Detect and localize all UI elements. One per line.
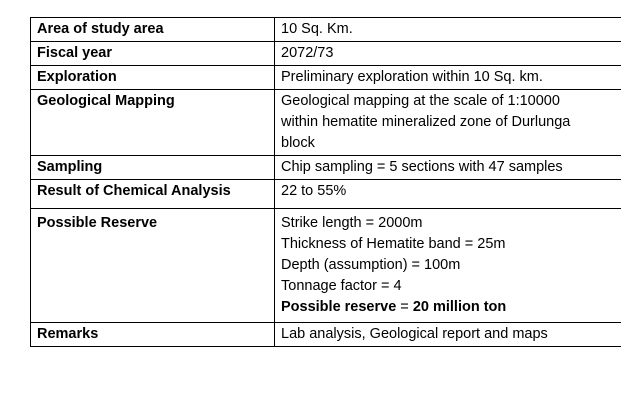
- row-label: Fiscal year: [31, 42, 275, 66]
- value-line: Depth (assumption) = 100m: [281, 257, 461, 273]
- value-line: within hematite mineralized zone of Durlunga: [281, 114, 571, 130]
- row-label: Exploration: [31, 66, 275, 90]
- row-value: 22 to 55%: [275, 180, 621, 209]
- value-line: Thickness of Hematite band = 25m: [281, 236, 506, 252]
- value-line: block: [281, 135, 315, 151]
- table-row-remarks: [31, 323, 621, 347]
- row-label: Sampling: [31, 156, 275, 180]
- value-line: Geological mapping at the scale of 1:10000: [281, 93, 560, 109]
- row-value: Chip sampling = 5 sections with 47 samples: [275, 156, 621, 180]
- row-label: Area of study area: [31, 18, 275, 42]
- row-label: Possible Reserve: [31, 209, 275, 323]
- reserve-label: Possible reserve: [281, 299, 397, 315]
- row-value: Lab analysis, Geological report and maps: [275, 323, 621, 347]
- table-row-area: [31, 18, 621, 42]
- exploration-summary-table: [30, 17, 621, 347]
- table-row-sampling: [31, 156, 621, 180]
- table-row-fiscal-year: [31, 42, 621, 66]
- row-value: [275, 209, 621, 323]
- table-row-possible-reserve: [31, 209, 621, 323]
- table-row-chemical-analysis: [31, 180, 621, 209]
- row-label: Remarks: [31, 323, 275, 347]
- row-value: 2072/73: [275, 42, 621, 66]
- reserve-summary-line: [281, 297, 621, 318]
- row-label: Result of Chemical Analysis: [31, 180, 275, 209]
- row-value: [275, 90, 621, 156]
- table-row-geological-mapping: [31, 90, 621, 156]
- value-line: Tonnage factor = 4: [281, 278, 402, 294]
- reserve-equals: =: [396, 299, 413, 315]
- row-label: Geological Mapping: [31, 90, 275, 156]
- row-value: Preliminary exploration within 10 Sq. km.: [275, 66, 621, 90]
- row-value: 10 Sq. Km.: [275, 18, 621, 42]
- value-line: Strike length = 2000m: [281, 215, 423, 231]
- table-row-exploration: [31, 66, 621, 90]
- reserve-value: 20 million ton: [412, 299, 507, 315]
